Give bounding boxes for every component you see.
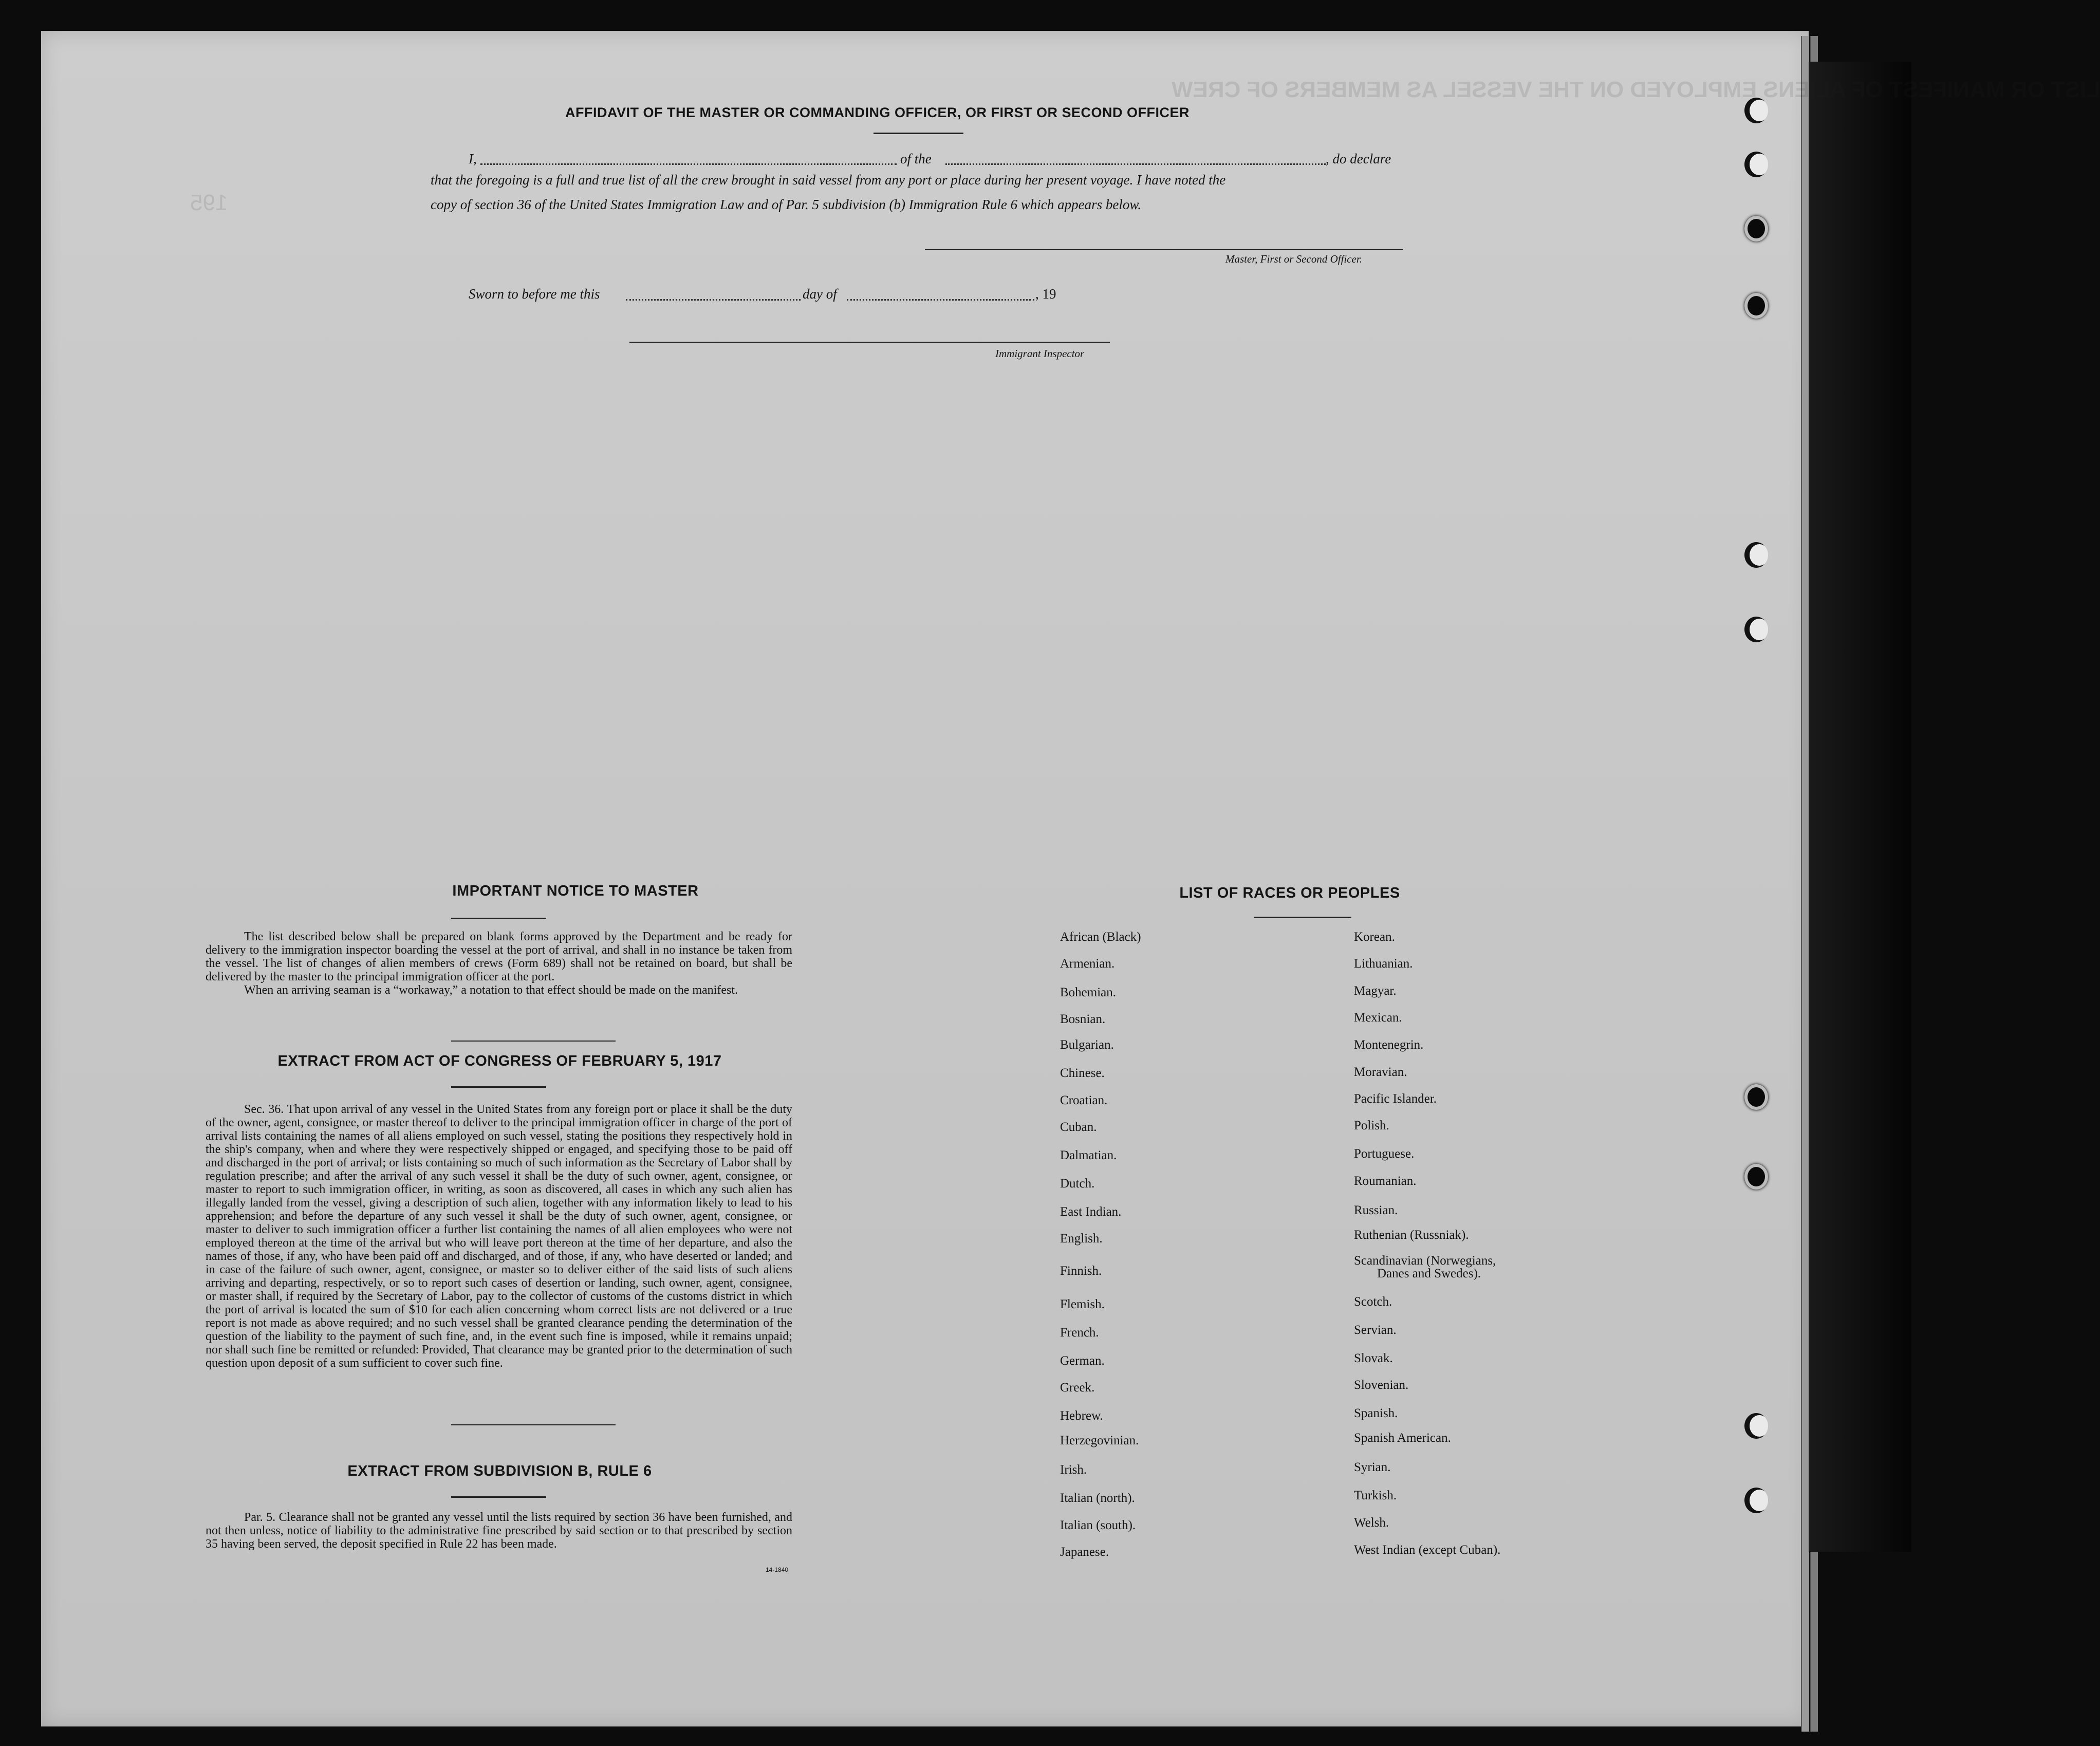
race-right-item: Moravian. <box>1354 1065 1407 1079</box>
notice-paragraph-1: The list described below shall be prepared on blank forms approved by the Department and be ready for delivery to the immigration inspector boarding the vessel at the port of arrival, and shall in no instance be taken from the vessel. The list of changes of alien members of crews (Form 689) shall not be retained on board, but shall be delivered by the master to the principal immigration officer at the port. <box>206 930 792 983</box>
race-right-item: Servian. <box>1354 1323 1397 1337</box>
master-signature-label: Master, First or Second Officer. <box>1225 253 1362 265</box>
act-body <box>206 1103 792 1370</box>
race-right-item: Turkish. <box>1354 1489 1397 1502</box>
notice-paragraph-2: When an arriving seaman is a “workaway,” a notation to that effect should be made on the manifest. <box>244 983 738 997</box>
race-right-item: West Indian (except Cuban). <box>1354 1543 1501 1557</box>
race-right-item: Slovenian. <box>1354 1378 1409 1392</box>
race-right-item: Montenegrin. <box>1354 1038 1424 1052</box>
race-left-item: Irish. <box>1060 1463 1087 1477</box>
race-left-item: Japanese. <box>1060 1545 1109 1559</box>
affidavit-line1-end: , do declare <box>1326 151 1391 166</box>
sworn-text-mid: day of <box>803 286 837 302</box>
affidavit-line3: copy of section 36 of the United States Immigration Law and of Par. 5 subdivision (b) Immigration Rule 6 which appears below. <box>431 197 1142 212</box>
race-left-item: Flemish. <box>1060 1297 1105 1311</box>
binder-hole <box>1744 152 1768 177</box>
inspector-signature-line[interactable] <box>629 342 1110 343</box>
race-right-item: Welsh. <box>1354 1516 1389 1530</box>
rule-divider <box>451 1496 546 1498</box>
notice-title: IMPORTANT NOTICE TO MASTER <box>452 883 699 899</box>
page-edge <box>1801 36 1809 1732</box>
binder-hole <box>1744 293 1768 319</box>
race-right-item: Lithuanian. <box>1354 957 1413 971</box>
race-right-item: Spanish. <box>1354 1406 1398 1420</box>
race-right-item: Spanish American. <box>1354 1431 1451 1445</box>
form-print-code: 14-1840 <box>766 1566 789 1573</box>
act-section-36-text: Sec. 36. That upon arrival of any vessel in the United States from any foreign port or place it shall be the duty of the owner, agent, consignee, or master thereof to deliver to the principal immigration officer in charge of the port of arrival lists containing the names of all aliens employed on such vessel, stating the positions they respectively hold in the ship's company, when and where they were respectively shipped or engaged, and specifying those to be paid off and discharged in the port of arrival; or lists containing so much of such information as the Secretary of Labor shall by regulation prescribe; and after the arrival of any such vessel it shall be the duty of such owner, agent, consignee, or master to report to such immigration officer, in writing, as soon as discovered, all cases in which any such alien has illegally landed from the vessel, giving a description of such alien, together with any information likely to lead to his apprehension; and before the departure of any such vessel it shall be the duty of such owner, agent, consignee, or master to deliver to such immigration officer a further list containing the names of all alien employees who were not employed thereon at the time of the arrival but who will leave port thereon at the time of her departure, and also the names of those, if any, who have been paid off and discharged, and of those, if any, who have deserted or landed; and in case of the failure of such owner, agent, consignee, or master so to deliver either of the said lists of such aliens arriving and departing, respectively, or so to report such cases of desertion or landing, such owner, agent, consignee, or master shall, if required by the Secretary of Labor, pay to the collector of customs of the customs district in which the port of arrival is located the sum of $10 for each alien concerning whom correct lists are not delivered or a true report is not made as above required; and no such vessel shall be granted clearance pending the determination of the question of the liability to the payment of such fine, and, in the event such fine is imposed, while it remains unpaid; nor shall such fine be remitted or refunded: Provided, That clearance may be granted prior to the determination of such question upon deposit of a sum sufficient to cover such fine. <box>206 1103 792 1370</box>
title-divider <box>874 133 963 134</box>
race-left-item: French. <box>1060 1326 1099 1340</box>
affidavit-line1-mid: of the <box>900 151 932 166</box>
act-divider <box>451 1086 546 1088</box>
race-left-item: German. <box>1060 1354 1105 1368</box>
act-top-divider <box>451 1041 616 1042</box>
act-title: EXTRACT FROM ACT OF CONGRESS OF FEBRUARY 5, 1917 <box>277 1053 722 1069</box>
binder-hole <box>1744 617 1768 642</box>
race-right-item: Portuguese. <box>1354 1147 1415 1161</box>
sworn-text-end: , 19 <box>1035 286 1056 302</box>
rule-paragraph-5: Par. 5. Clearance shall not be granted any vessel until the lists required by section 36 have been furnished, and not then unless, notice of liability to the administrative fine prescribed by said section or to that prescribed by section 35 having been served, the deposit specified in Rule 22 has been made. <box>206 1511 792 1551</box>
sworn-text-start: Sworn to before me this <box>469 286 600 302</box>
race-left-item: Croatian. <box>1060 1093 1108 1107</box>
race-right-item: Slovak. <box>1354 1351 1393 1365</box>
race-right-item: Russian. <box>1354 1203 1398 1217</box>
inspector-signature-label: Immigrant Inspector <box>995 347 1085 360</box>
sworn-month-field[interactable] <box>847 299 1034 301</box>
race-left-item: Dutch. <box>1060 1177 1095 1191</box>
race-left-item: English. <box>1060 1232 1103 1246</box>
race-left-item: Armenian. <box>1060 957 1115 971</box>
master-name-field[interactable] <box>480 163 897 165</box>
affidavit-line1-start: I, <box>469 151 477 166</box>
race-right-item: Magyar. <box>1354 984 1397 998</box>
race-left-item: Italian (south). <box>1060 1518 1136 1532</box>
vessel-name-field[interactable] <box>945 163 1326 165</box>
notice-divider <box>451 918 546 919</box>
binder-hole <box>1744 1164 1768 1190</box>
race-right-item: Pacific Islander. <box>1354 1092 1437 1106</box>
race-left-item: Chinese. <box>1060 1066 1105 1080</box>
race-left-item: Italian (north). <box>1060 1491 1135 1505</box>
race-left-item: Finnish. <box>1060 1264 1102 1278</box>
binder-hole <box>1744 1413 1768 1439</box>
binder-hole <box>1744 542 1768 568</box>
bleed-through-header: LIST OR MANIFEST <box>1889 77 2100 102</box>
binder-hole <box>1744 1488 1768 1513</box>
affidavit-line2: that the foregoing is a full and true list of all the crew brought in said vessel from any port or place during her present voyage. I have noted the <box>431 172 1226 188</box>
master-signature-line[interactable] <box>925 249 1403 250</box>
affidavit-title: AFFIDAVIT OF THE MASTER OR COMMANDING OFFICER, OR FIRST OR SECOND OFFICER <box>565 105 1190 120</box>
race-right-item: Korean. <box>1354 930 1395 944</box>
race-left-item: Bosnian. <box>1060 1012 1106 1026</box>
race-right-item: Ruthenian (Russniak). <box>1354 1228 1469 1242</box>
race-right-item: Scotch. <box>1354 1295 1392 1309</box>
rule-top-divider <box>451 1424 616 1425</box>
notice-body <box>206 930 792 997</box>
page-shadow <box>1809 62 1911 1552</box>
race-right-item: Syrian. <box>1354 1460 1391 1474</box>
race-left-item: Dalmatian. <box>1060 1148 1117 1162</box>
race-left-item: Greek. <box>1060 1381 1095 1395</box>
race-right-item: Mexican. <box>1354 1011 1402 1025</box>
race-right-item-continuation: Danes and Swedes). <box>1377 1267 1481 1280</box>
sworn-date-field[interactable] <box>626 299 801 301</box>
race-right-item: Polish. <box>1354 1119 1389 1132</box>
binder-hole <box>1744 216 1768 242</box>
race-left-item: Bulgarian. <box>1060 1038 1114 1052</box>
race-left-item: African (Black) <box>1060 930 1141 944</box>
race-left-item: East Indian. <box>1060 1205 1122 1219</box>
race-right-item: Scandinavian (Norwegians, <box>1354 1254 1496 1268</box>
races-divider <box>1254 917 1351 918</box>
race-right-item: Roumanian. <box>1354 1174 1417 1188</box>
rule-title: EXTRACT FROM SUBDIVISION B, RULE 6 <box>347 1463 652 1479</box>
binder-hole <box>1744 98 1768 123</box>
race-left-item: Herzegovinian. <box>1060 1434 1139 1447</box>
race-left-item: Hebrew. <box>1060 1409 1103 1423</box>
race-left-item: Cuban. <box>1060 1120 1097 1134</box>
rule-body <box>206 1511 792 1551</box>
races-title: LIST OF RACES OR PEOPLES <box>1179 885 1400 901</box>
binder-hole <box>1744 1084 1768 1110</box>
race-left-item: Bohemian. <box>1060 986 1117 999</box>
